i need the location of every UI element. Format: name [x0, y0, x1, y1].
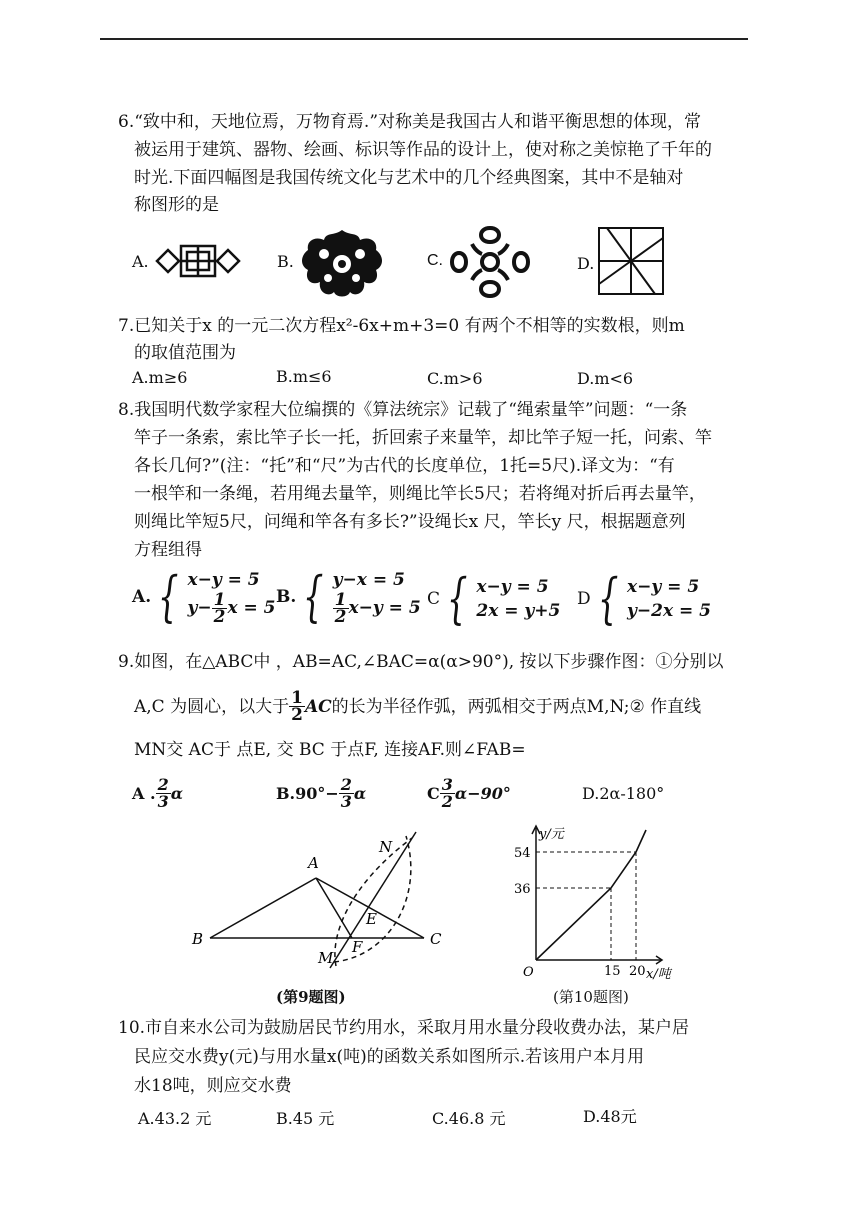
q8-option-c: C { x−y = 5 2x = y+5 [427, 567, 561, 630]
q8-b-eq2: $\frac{1}{2}$ x−y = 5 [334, 590, 421, 627]
q8-c-eq2: 2x = y+5 [476, 601, 561, 621]
q9-option-b: B.90°− $\frac{2}{3}$ α [276, 775, 367, 811]
q10-line3: 水18吨，则应交水费 [134, 1076, 292, 1096]
q9-option-d: D.2α-180° [582, 784, 665, 803]
q7-option-a: A.m≥6 [132, 368, 188, 387]
q7-line1: 7.已知关于x 的一元二次方程x²-6x+m+3=0 有两个不相等的实数根，则m [118, 316, 685, 336]
q6-line3: 时光.下面四幅图是我国传统文化与艺术中的几个经典图案，其中不是轴对 [134, 168, 684, 188]
q7-option-d: D.m<6 [577, 369, 634, 388]
q8-line3: 各长几何?”(注：“托”和“尺”为古代的长度单位，1托=5尺).译文为：“有 [134, 456, 675, 476]
q8-line4: 一根竿和一条绳，若用绳去量竿，则绳比竿长5尺；若将绳对折后再去量竿， [134, 484, 706, 504]
segment-ab [210, 878, 316, 938]
label-a: A [308, 854, 319, 872]
y-tick-label: 36 [514, 882, 531, 897]
q9-option-c: C $\frac{3}{2}$ α−90° [427, 775, 511, 811]
q9-line3: MN交 AC于 点E, 交 BC 于点F, 连接AF.则∠FAB= [134, 740, 526, 760]
x-tick-label: 20 [629, 964, 646, 979]
q8-line1: 8.我国明代数学家程大位编撰的《算法统宗》记载了“绳索量竿”问题：“一条 [118, 400, 688, 420]
pinwheel-icon [597, 226, 665, 296]
origin-label: O [523, 965, 534, 980]
q9-line1: 9.如图，在△ABC中 ，AB=AC,∠BAC=α(α>90°), 按以下步骤作图：①分别以 [118, 652, 724, 672]
swirl-ornament-icon [448, 224, 532, 300]
label-b: B [192, 930, 204, 948]
figure-10-caption: (第10题图) [553, 988, 629, 1006]
q6-option-d-label: D. [577, 254, 595, 273]
q8-d-eq2: y−2x = 5 [627, 601, 711, 621]
series-extension [636, 830, 646, 852]
q8-option-d-label: D [577, 589, 591, 609]
q10-option-d: D.48元 [583, 1107, 637, 1126]
figure-9-triangle [180, 826, 450, 976]
q8-option-d: D { x−y = 5 y−2x = 5 [577, 567, 711, 630]
q8-option-b: B. { y−x = 5 $\frac{1}{2}$ x−y = 5 [276, 564, 421, 628]
q10-option-c: C.46.8 元 [432, 1109, 506, 1128]
q7-option-b: B.m≤6 [276, 367, 332, 386]
cloud-ornament-icon [298, 226, 386, 302]
q8-a-eq2: y− $\frac{1}{2}$ x = 5 [187, 590, 276, 627]
series-line [536, 852, 636, 960]
q8-b-eq1: y−x = 5 [332, 570, 405, 590]
q6-line4: 称图形的是 [134, 195, 219, 215]
q10-option-a: A.43.2 元 [138, 1109, 212, 1128]
q9-option-a: A . $\frac{2}{3}$ α [132, 775, 184, 811]
q6-line2: 被运用于建筑、器物、绘画、标识等作品的设计上，使对称之美惊艳了千年的 [134, 140, 712, 160]
q8-d-eq1: x−y = 5 [627, 577, 700, 597]
q8-line2: 竿子一条索，索比竿子长一托，折回索子来量竿，却比竿子短一托，问索、竿 [134, 428, 712, 448]
header-rule [100, 38, 748, 40]
q7-line2: 的取值范围为 [134, 343, 236, 363]
segment-af [316, 878, 352, 938]
q6-option-b-label: B. [277, 252, 294, 271]
q10-line2: 民应交水费y(元)与用水量x(吨)的函数关系如图所示.若该用户本月用 [134, 1047, 645, 1067]
label-e: E [366, 910, 377, 928]
label-m: M [318, 949, 334, 967]
x-axis-label: x/吨 [646, 967, 671, 980]
q7-option-c: C.m>6 [427, 369, 483, 388]
label-f: F [352, 938, 363, 956]
figure-10-chart [506, 820, 686, 980]
label-n: N [379, 838, 393, 856]
segment-ac [316, 878, 424, 938]
q8-line6: 方程组得 [134, 540, 202, 560]
q8-option-c-label: C [427, 589, 441, 609]
q8-a-eq1: x−y = 5 [187, 570, 260, 590]
figure-9-caption: (第9题图) [276, 988, 346, 1006]
q9-line2: A,C 为圆心，以大于 $\frac{1}{2}$ AC 的长为半径作弧，两弧相交于两点M,N;② 作直线 [134, 688, 702, 725]
knot-pattern-icon [155, 240, 241, 282]
q8-line5: 则绳比竿短5尺，问绳和竿各有多长?”设绳长x 尺，竿长y 尺，根据题意列 [134, 512, 686, 532]
x-tick-label: 15 [604, 964, 621, 979]
q10-line1: 10.市自来水公司为鼓励居民节约用水，采取月用水量分段收费办法，某户居 [118, 1018, 690, 1038]
label-c: C [430, 930, 442, 948]
q6-option-c-label: C. [427, 252, 443, 269]
line-mn [330, 832, 416, 968]
q8-option-b-label: B. [276, 586, 297, 607]
q8-option-a-label: A. [132, 586, 152, 607]
y-tick-label: 54 [514, 846, 531, 861]
q8-option-a: A. { x−y = 5 y− $\frac{1}{2}$ x = 5 [132, 564, 276, 628]
q6-option-a-label: A. [132, 252, 149, 271]
y-axis-label: y/元 [539, 827, 564, 842]
q8-c-eq1: x−y = 5 [476, 577, 549, 597]
q10-option-b: B.45 元 [276, 1109, 335, 1128]
q6-line1: 6.“致中和，天地位焉，万物育焉.”对称美是我国古人和谐平衡思想的体现，常 [118, 112, 702, 132]
